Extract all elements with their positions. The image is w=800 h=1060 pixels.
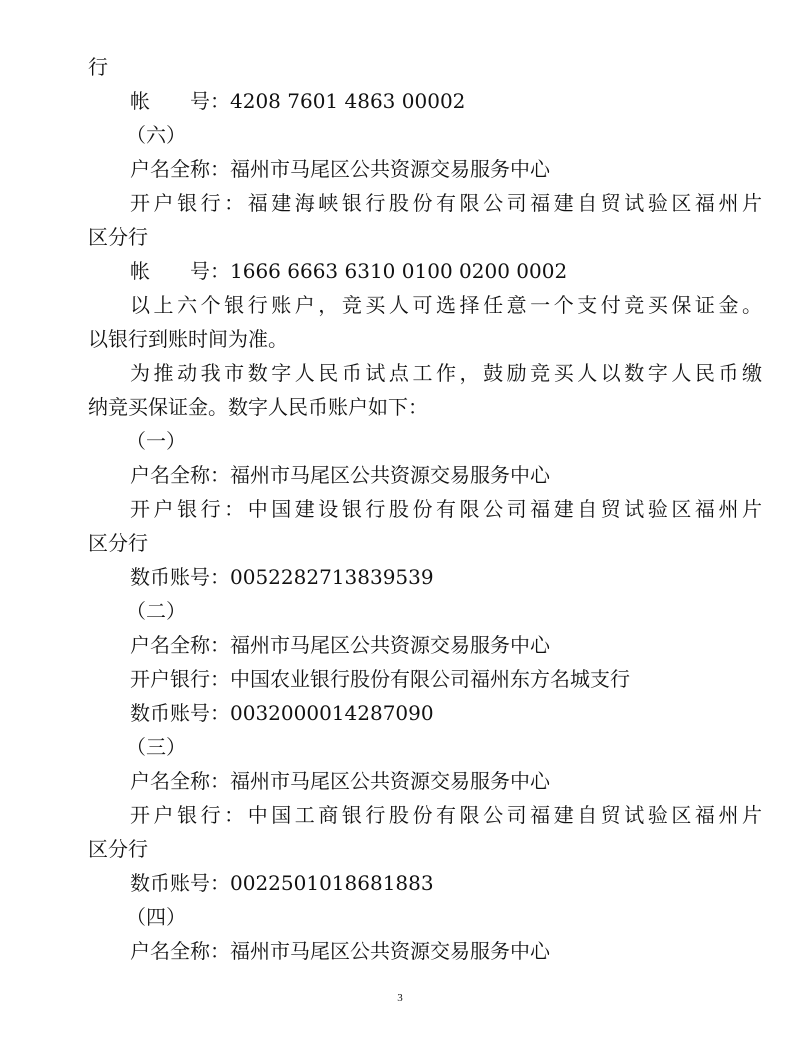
page-number: 3 (397, 992, 403, 1004)
paragraph-line: 纳竞买保证金。数字人民币账户如下： (88, 395, 428, 419)
account-holder-name: 户名全称：福州市马尾区公共资源交易服务中心 (130, 157, 550, 181)
digital-account-number: 数币账号：0052282713839539 (130, 565, 434, 589)
paragraph-line: 为推动我市数字人民币试点工作，鼓励竞买人以数字人民币缴 (130, 361, 762, 385)
paragraph-line: 以上六个银行账户，竞买人可选择任意一个支付竞买保证金。 (130, 293, 762, 317)
account-number-line: 帐 号：1666 6663 6310 0100 0200 0002 (130, 259, 568, 283)
opening-bank-continued: 区分行 (88, 225, 148, 249)
section-heading-three: （三） (126, 735, 186, 759)
account-holder-name: 户名全称：福州市马尾区公共资源交易服务中心 (130, 939, 550, 963)
account-holder-name: 户名全称：福州市马尾区公共资源交易服务中心 (130, 633, 550, 657)
opening-bank: 开户银行：中国工商银行股份有限公司福建自贸试验区福州片 (130, 803, 762, 827)
section-heading-two: （二） (126, 599, 186, 623)
account-number-line: 帐 号：4208 7601 4863 00002 (130, 89, 466, 113)
section-heading-one: （一） (126, 429, 186, 453)
opening-bank: 开户银行：中国农业银行股份有限公司福州东方名城支行 (130, 667, 630, 691)
continued-bank-branch-text: 行 (88, 55, 108, 79)
opening-bank: 开户银行：中国建设银行股份有限公司福建自贸试验区福州片 (130, 497, 762, 521)
account-holder-name: 户名全称：福州市马尾区公共资源交易服务中心 (130, 463, 550, 487)
opening-bank-continued: 区分行 (88, 531, 148, 555)
digital-account-number: 数币账号：0022501018681883 (130, 871, 434, 895)
section-heading-six: （六） (126, 123, 186, 147)
account-holder-name: 户名全称：福州市马尾区公共资源交易服务中心 (130, 769, 550, 793)
paragraph-line: 以银行到账时间为准。 (88, 327, 288, 351)
opening-bank: 开户银行：福建海峡银行股份有限公司福建自贸试验区福州片 (130, 191, 762, 215)
section-heading-four: （四） (126, 905, 186, 929)
digital-account-number: 数币账号：0032000014287090 (130, 701, 434, 725)
opening-bank-continued: 区分行 (88, 837, 148, 861)
